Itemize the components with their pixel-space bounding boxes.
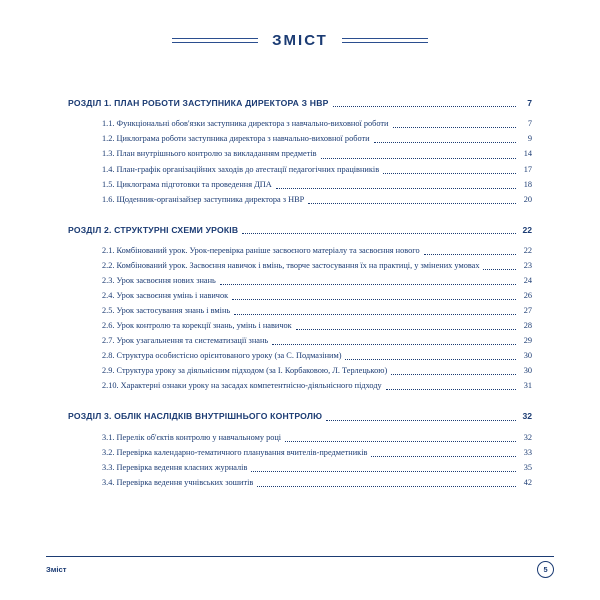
toc-item[interactable] (68, 133, 532, 145)
toc-item-page: 7 (527, 119, 532, 129)
toc-chapter-label: РОЗДІЛ 2. СТРУКТУРНІ СХЕМИ УРОКІВ (68, 224, 239, 235)
toc-item[interactable] (68, 365, 532, 377)
leader-dots (393, 126, 517, 128)
leader-dots (232, 298, 516, 300)
toc-item-label: 1.3. План внутрішнього контролю за викладанням предметів (102, 149, 317, 159)
toc-item-page: 14 (523, 149, 532, 159)
toc-item-page: 9 (527, 134, 532, 144)
leader-dots (326, 419, 516, 421)
page-footer (46, 561, 554, 578)
toc-item-page: 29 (523, 336, 532, 346)
toc-item-label: 1.5. Циклограма підготовки та проведення ДПА (102, 179, 272, 189)
toc-item[interactable] (68, 305, 532, 317)
toc-item[interactable] (68, 290, 532, 302)
toc-item-page: 26 (523, 291, 532, 301)
leader-dots (386, 388, 516, 390)
toc-item[interactable] (68, 245, 532, 257)
toc-chapter-page: 22 (522, 224, 532, 235)
leader-dots (242, 232, 516, 234)
toc-item[interactable] (68, 447, 532, 459)
toc-item[interactable] (68, 260, 532, 272)
header-rule-right (342, 38, 428, 43)
toc-chapter-entry[interactable] (68, 97, 532, 109)
toc-item-label: 2.3. Урок засвоєння нових знань (102, 276, 216, 286)
toc-item-label: 2.10. Характерні ознаки уроку на засадах компетентнісно-діяльнісного підходу (102, 381, 382, 391)
toc-item[interactable] (68, 148, 532, 160)
toc-item-label: 2.9. Структура уроку за діяльнісним підходом (за І. Корбаковою, Л. Терлецькою) (102, 366, 388, 376)
leader-dots (272, 343, 516, 345)
toc-item-page: 31 (523, 381, 532, 391)
toc-item-label: 3.2. Перевірка календарно-тематичного планування вчителів-предметників (102, 447, 368, 457)
toc-chapter-label: РОЗДІЛ 3. ОБЛІК НАСЛІДКІВ ВНУТРІШНЬОГО КОНТРОЛЮ (68, 411, 323, 422)
toc-item-label: 2.7. Урок узагальнення та систематизації знань (102, 336, 269, 346)
page-header (46, 32, 554, 49)
toc-item[interactable] (68, 335, 532, 347)
toc-item[interactable] (68, 179, 532, 191)
toc-item[interactable] (68, 194, 532, 206)
toc-chapter-entry[interactable] (68, 410, 532, 422)
leader-dots (333, 105, 516, 107)
toc-item[interactable] (68, 432, 532, 444)
toc-item-label: 2.1. Комбінований урок. Урок-перевірка раніше засвоєного матеріалу та засвоєння нового (102, 246, 420, 255)
toc-item[interactable] (68, 275, 532, 287)
page-title: ЗМІСТ (272, 32, 328, 49)
toc-item-page: 24 (523, 276, 532, 286)
leader-dots (345, 358, 516, 360)
toc-section (68, 224, 532, 393)
toc-item-page: 30 (523, 366, 532, 376)
footer-label: Зміст (46, 565, 67, 574)
toc-item[interactable] (68, 380, 532, 392)
leader-dots (391, 373, 516, 375)
leader-dots (383, 172, 516, 174)
toc-item-label: 3.3. Перевірка ведення класних журналів (102, 462, 248, 472)
toc-item[interactable] (68, 164, 532, 176)
toc-item-label: 2.5. Урок застосування знань і вмінь (102, 306, 231, 316)
toc-item-label: 1.6. Щоденник-організайзер заступника директора з НВР (102, 194, 305, 204)
toc-item-label: 2.2. Комбінований урок. Засвоєння навичок і вмінь, творче застосування їх на практиці, у змінених умовах (102, 261, 480, 271)
toc-item-page: 28 (523, 321, 532, 331)
toc-item-page: 35 (523, 462, 532, 472)
leader-dots (374, 141, 516, 143)
toc-section (68, 97, 532, 206)
toc-chapter-page: 32 (522, 411, 532, 422)
toc-item-page: 33 (523, 447, 532, 457)
toc-item-page: 27 (523, 306, 532, 316)
leader-dots (308, 202, 516, 204)
toc-item-page: 22 (523, 246, 532, 255)
leader-dots (424, 253, 516, 255)
leader-dots (251, 470, 516, 472)
toc-item-label: 3.1. Перелік об'єктів контролю у навчальному році (102, 432, 282, 442)
toc-item-label: 2.8. Структура особистісно орієнтованого уроку (за С. Подмазіним) (102, 351, 342, 361)
toc-chapter-label: РОЗДІЛ 1. ПЛАН РОБОТИ ЗАСТУПНИКА ДИРЕКТОРА З НВР (68, 98, 329, 108)
toc-section (68, 410, 532, 489)
toc-item-label: 1.4. План-графік організаційних заходів до атестації педагогічних працівників (102, 164, 380, 174)
leader-dots (257, 485, 516, 487)
leader-dots (321, 157, 516, 159)
leader-dots (483, 268, 516, 270)
toc-item-page: 32 (523, 432, 532, 442)
toc-item-label: 1.1. Функціональні обов'язки заступника директора з навчально-виховної роботи (102, 119, 389, 129)
toc-item[interactable] (68, 320, 532, 332)
toc-item[interactable] (68, 350, 532, 362)
toc-item-page: 17 (523, 164, 532, 174)
toc-item-page: 23 (523, 261, 532, 271)
footer-divider (46, 556, 554, 557)
leader-dots (285, 440, 516, 442)
leader-dots (371, 455, 516, 457)
toc-item-label: 2.4. Урок засвоєння умінь і навичок (102, 291, 229, 301)
toc-item-page: 18 (523, 179, 532, 189)
page-number-badge: 5 (537, 561, 554, 578)
toc-item[interactable] (68, 462, 532, 474)
toc-item[interactable] (68, 477, 532, 489)
leader-dots (296, 328, 516, 330)
toc-chapter-page: 7 (527, 98, 532, 108)
toc-item-label: 3.4. Перевірка ведення учнівських зошитів (102, 477, 254, 487)
table-of-contents (46, 97, 554, 489)
leader-dots (276, 187, 516, 189)
toc-item-label: 1.2. Циклограма роботи заступника директора з навчально-виховної роботи (102, 134, 370, 144)
toc-item-page: 42 (523, 477, 532, 487)
toc-item-label: 2.6. Урок контролю та корекції знань, умінь і навичок (102, 321, 292, 331)
toc-item[interactable] (68, 118, 532, 130)
header-rule-left (172, 38, 258, 43)
leader-dots (220, 283, 516, 285)
toc-item-page: 30 (523, 351, 532, 361)
leader-dots (234, 313, 516, 315)
toc-chapter-entry[interactable] (68, 224, 532, 236)
toc-item-page: 20 (523, 194, 532, 204)
